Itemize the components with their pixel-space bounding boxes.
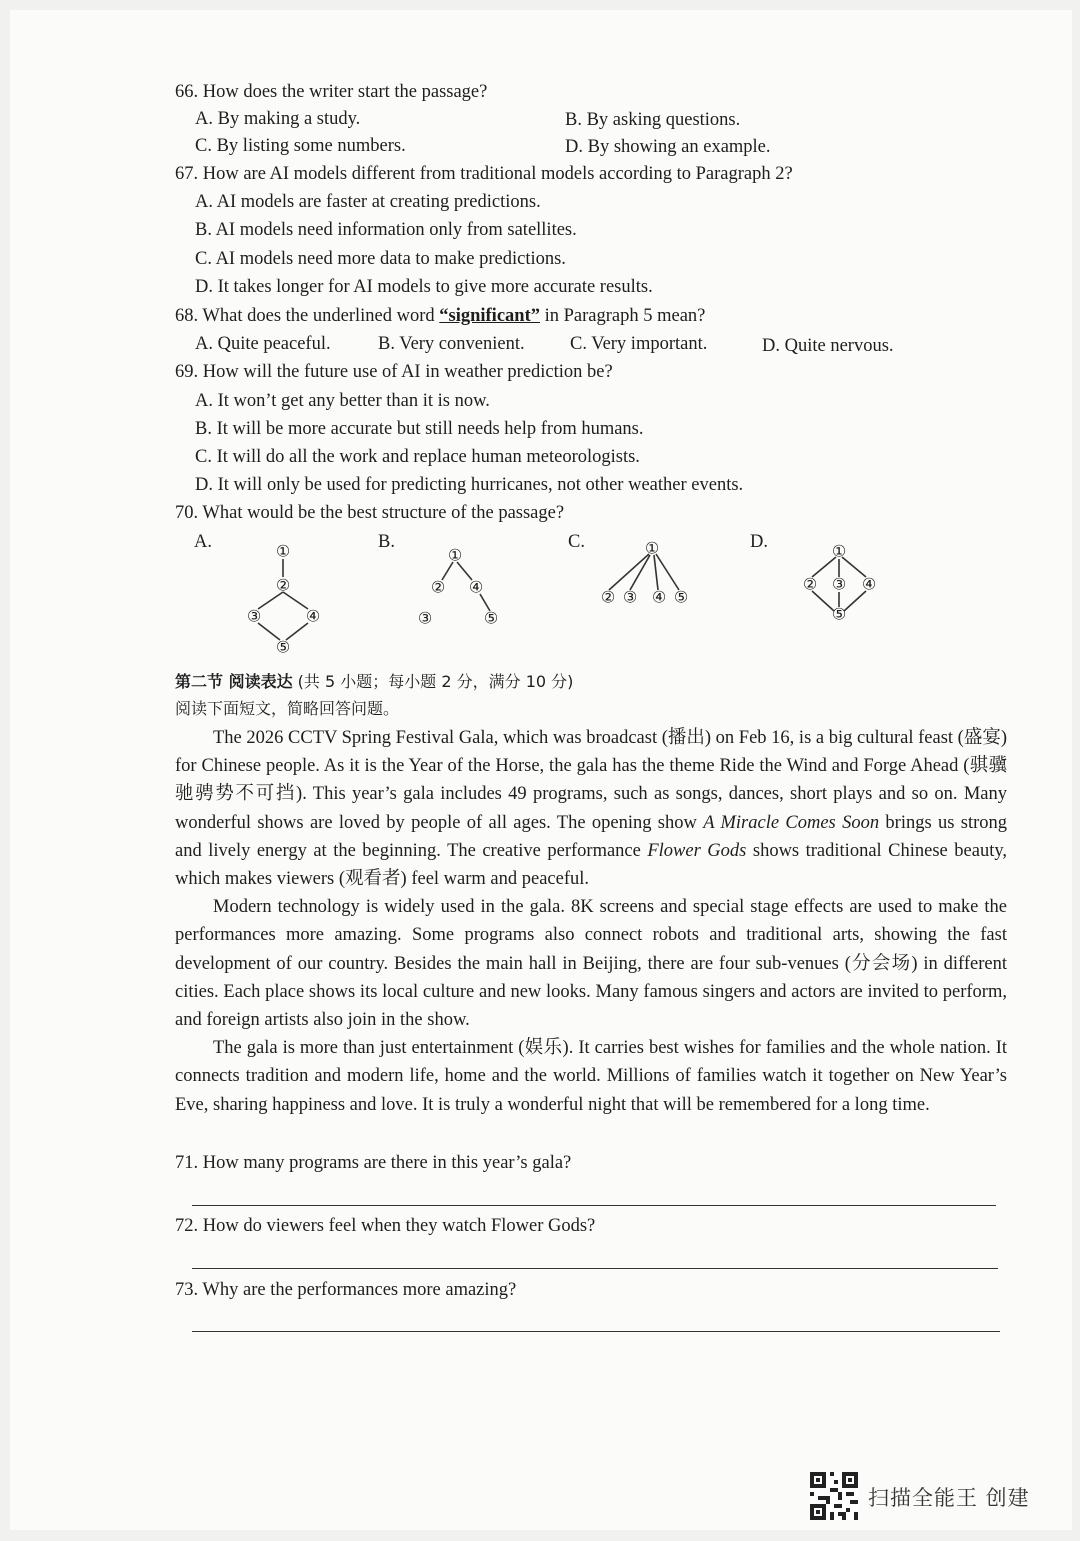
q67-stem: 67. How are AI models different from traditional models according to Paragraph 2? bbox=[175, 164, 793, 184]
q71-answer-line[interactable] bbox=[192, 1205, 996, 1206]
q70-stem: 70. What would be the best structure of the passage? bbox=[175, 503, 565, 523]
q68-option-b: B. Very convenient. bbox=[378, 334, 525, 354]
diagram-d-node-2: ② bbox=[802, 574, 818, 594]
diagram-d-node-4: ④ bbox=[861, 574, 877, 594]
diagram-b-node-4: ④ bbox=[468, 577, 484, 597]
diagram-d-node-5: ⑤ bbox=[831, 604, 847, 624]
passage-paragraph-1: The 2026 CCTV Spring Festival Gala, which was broadcast (播出) on Feb 16, is a big cultural feast (盛宴) for Chinese people. As it is the Year of the Horse, the gala has the theme Ride the Wind and Forge Ahead (骐骥驰骋势不可挡). This year’s gala includes 49 programs, such as songs, dances, short plays and so on. Many wonderful shows are loved by people of all ages. The opening show A Miracle Comes Soon brings us strong and lively energy at the beginning. The creative performance Flower Gods shows traditional Chinese beauty, which makes viewers (观看者) feel warm and peaceful. bbox=[175, 728, 1008, 890]
passage-paragraph-2: Modern technology is widely used in the gala. 8K screens and special stage effects are used to make the performances more amazing. Some programs also connect robots and traditional arts, showing the fast development of our country. Besides the main hall in Beijing, there are four sub-venues (分会场) in different cities. Each place shows its local culture and new looks. Many famous singers and actors are invited to perform, and foreign artists also join in the show. bbox=[175, 897, 1007, 1031]
diagram-c-node-1: ① bbox=[644, 538, 660, 558]
q66-option-c: C. By listing some numbers. bbox=[195, 136, 406, 156]
show-title-flower-gods: Flower Gods bbox=[647, 840, 747, 861]
q69-option-c: C. It will do all the work and replace human meteorologists. bbox=[195, 447, 640, 467]
diagram-a-node-1: ① bbox=[275, 541, 291, 561]
q66-stem: 66. How does the writer start the passage? bbox=[175, 82, 488, 102]
q66-option-b: B. By asking questions. bbox=[565, 110, 741, 130]
q68-stem: 68. What does the underlined word “significant” in Paragraph 5 mean? bbox=[175, 306, 706, 326]
q67-option-a: A. AI models are faster at creating predictions. bbox=[195, 192, 541, 212]
show-title-a-miracle-comes-soon: A Miracle Comes Soon bbox=[703, 812, 880, 833]
reading-passage bbox=[175, 724, 1007, 1119]
diagram-c-node-2: ② bbox=[600, 587, 616, 607]
diagram-c-node-5: ⑤ bbox=[673, 587, 689, 607]
diagram-a-node-5: ⑤ bbox=[275, 637, 291, 657]
qr-code-icon bbox=[810, 1472, 858, 1520]
underlined-word: “significant” bbox=[439, 306, 540, 326]
q70-label-c: C. bbox=[568, 532, 585, 552]
q69-option-d: D. It will only be used for predicting hurricanes, not other weather events. bbox=[195, 475, 744, 495]
diagram-d-node-3: ③ bbox=[831, 574, 847, 594]
diagram-c-node-3: ③ bbox=[622, 587, 638, 607]
q71-stem: 71. How many programs are there in this year’s gala? bbox=[175, 1153, 572, 1173]
section-2-instruction: 阅读下面短文，简略回答问题。 bbox=[175, 699, 400, 718]
passage-paragraph-3: The gala is more than just entertainment (娱乐). It carries best wishes for families and the whole nation. It connects tradition and modern life, home and the world. Millions of families watch it together on New Year’s Eve, sharing happiness and love. It is truly a wonderful night that will be remembered for a long time. bbox=[175, 1038, 1007, 1115]
q69-stem: 69. How will the future use of AI in weather prediction be? bbox=[175, 362, 613, 382]
diagram-a-node-4: ④ bbox=[305, 606, 321, 626]
q73-answer-line[interactable] bbox=[192, 1331, 1000, 1332]
q70-label-d: D. bbox=[750, 532, 768, 552]
q68-option-c: C. Very important. bbox=[570, 334, 708, 354]
diagram-c-node-4: ④ bbox=[651, 587, 667, 607]
q67-option-b: B. AI models need information only from satellites. bbox=[195, 220, 577, 240]
scanner-watermark-text: 扫描全能王 创建 bbox=[868, 1486, 1030, 1510]
q69-option-a: A. It won’t get any better than it is now. bbox=[195, 391, 490, 411]
diagram-b-node-2: ② bbox=[430, 577, 446, 597]
q70-label-a: A. bbox=[194, 532, 212, 552]
q67-option-c: C. AI models need more data to make predictions. bbox=[195, 249, 566, 269]
diagram-a-node-3: ③ bbox=[246, 606, 262, 626]
q72-stem: 72. How do viewers feel when they watch Flower Gods? bbox=[175, 1216, 596, 1236]
diagram-b-node-1: ① bbox=[447, 545, 463, 565]
q68-option-d: D. Quite nervous. bbox=[762, 336, 894, 356]
q70-label-b: B. bbox=[378, 532, 395, 552]
q67-option-d: D. It takes longer for AI models to give more accurate results. bbox=[195, 277, 653, 297]
diagram-b-node-3: ③ bbox=[417, 608, 433, 628]
q69-option-b: B. It will be more accurate but still needs help from humans. bbox=[195, 419, 644, 439]
diagram-d-node-1: ① bbox=[831, 541, 847, 561]
q68-option-a: A. Quite peaceful. bbox=[195, 334, 331, 354]
q72-answer-line[interactable] bbox=[192, 1268, 998, 1269]
q73-stem: 73. Why are the performances more amazing? bbox=[175, 1280, 517, 1300]
q66-option-d: D. By showing an example. bbox=[565, 137, 771, 157]
diagram-b-node-5: ⑤ bbox=[483, 608, 499, 628]
diagram-a-node-2: ② bbox=[275, 575, 291, 595]
q66-option-a: A. By making a study. bbox=[195, 109, 361, 129]
section-2-heading: 第二节 阅读表达 (共 5 小题；每小题 2 分，满分 10 分) bbox=[175, 672, 574, 691]
